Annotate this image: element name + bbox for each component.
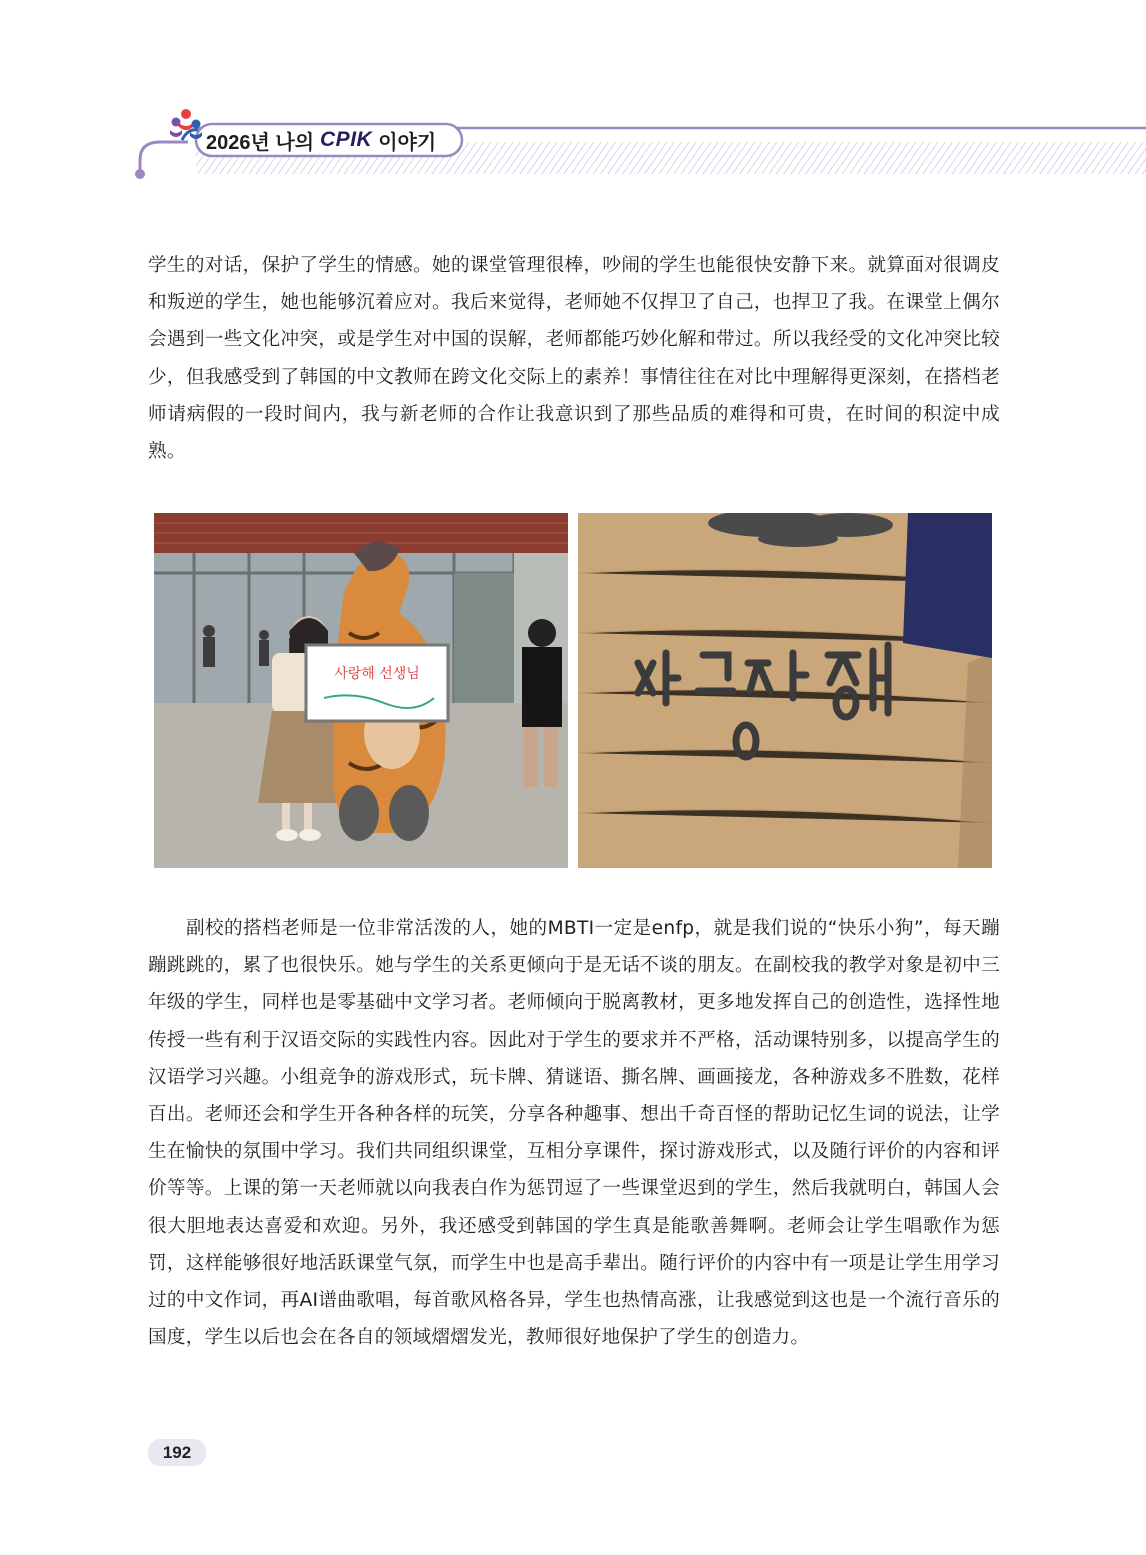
page-number: 192 (148, 1439, 206, 1466)
body-paragraph-2: 副校的搭档老师是一位非常活泼的人，她的MBTI一定是enfp，就是我们说的“快乐小狗”，每天蹦蹦跳跳的，累了也很快乐。她与学生的关系更倾向于是无话不谈的朋友。在副校我的教学对象是初中三年级的学生，同样也是零基础中文学习者。老师倾向于脱离教材，更多地发挥自己的创造性，选择性地传授一些有利于汉语交际的实践性内容。因此对于学生的要求并不严格，活动课特别多，以提高学生的汉语学习兴趣。小组竞争的游戏形式，玩卡牌、猜谜语、撕名牌、画画接龙，各种游戏多不胜数，花样百出。老师还会和学生开各种各样的玩笑，分享各种趣事、想出千奇百怪的帮助记忆生词的说法，让学生在愉快的氛围中学习。我们共同组织课堂，互相分享课件，探讨游戏形式，以及随行评价的内容和评价等等。上课的第一天老师就以向我表白作为惩罚逗了一些课堂迟到的学生，然后我就明白，韩国人会很大胆地表达喜爱和欢迎。另外，我还感受到韩国的学生真是能歌善舞啊。老师会让学生唱歌作为惩罚，这样能够很好地活跃课堂气氛，而学生中也是高手辈出。随行评价的内容中有一项是让学生用学习过的中文作词，再AI谱曲歌唱，每首歌风格各异，学生也热情高涨，让我感觉到这也是一个流行音乐的国度，学生以后也会在各自的领域熠熠发光，教师很好地保护了学生的创造力。 (148, 918, 1000, 1349)
header-title-suffix: 이야기 (378, 131, 437, 154)
header-title-brand: CPIK (320, 128, 373, 151)
header-title-prefix: 2026년 나의 (206, 131, 315, 154)
body-paragraph-1: 学生的对话，保护了学生的情感。她的课堂管理很棒，吵闹的学生也能很快安静下来。就算面对很调皮和叛逆的学生，她也能够沉着应对。我后来觉得，老师她不仅捍卫了自己，也捍卫了我。在课堂上偶尔会遇到一些文化冲突，或是学生对中国的误解，老师都能巧妙化解和带过。所以我经受的文化冲突比较少，但我感受到了韩国的中文教师在跨文化交际上的素养！事情往往在对比中理解得更深刻，在搭档老师请病假的一段时间内，我与新老师的合作让我意识到了那些品质的难得和可贵，在时间的积淀中成熟。 (148, 255, 1000, 463)
photo-sunflower-seeds (578, 513, 992, 868)
header-title (206, 126, 436, 154)
header-dot-icon (135, 169, 145, 179)
page-header (0, 100, 1146, 190)
photo-dinosaur-costume (154, 513, 568, 868)
whiteboard-text: 사랑해 선생님 (334, 666, 420, 682)
header-decoration (0, 100, 1146, 190)
cpik-logo-icon (170, 109, 202, 140)
